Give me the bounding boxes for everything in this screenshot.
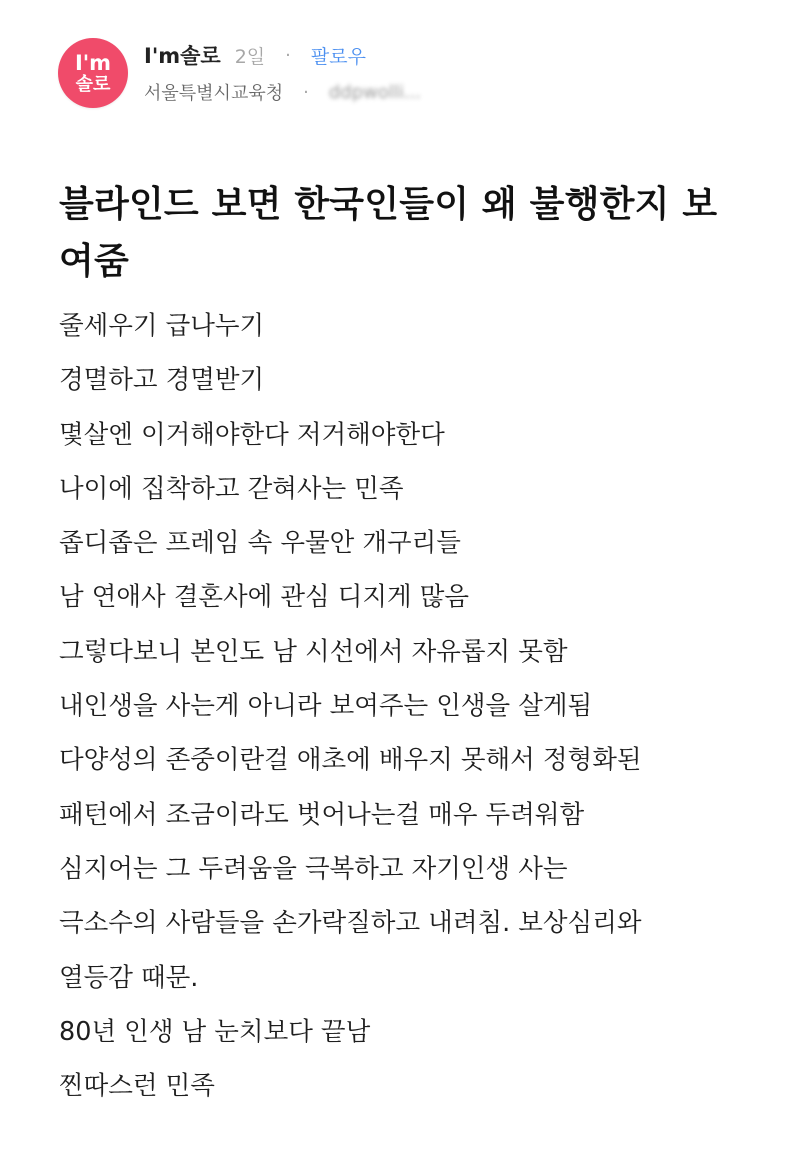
body-line: 다양성의 존중이란걸 애초에 배우지 못해서 정형화된 [59, 745, 642, 776]
meta-separator-dot: · [285, 44, 291, 66]
post-body [59, 306, 749, 1120]
author-row [58, 38, 758, 108]
body-line: 그렇다보니 본인도 남 시선에서 자유롭지 못함 [59, 636, 568, 667]
avatar-text-line1: I'm [74, 50, 112, 75]
body-line: 줄세우기 급나누기 [59, 311, 265, 341]
author-meta-top [144, 41, 366, 69]
body-line: 극소수의 사람들을 손가락질하고 내려침. 보상심리와 [59, 908, 642, 939]
affiliation-separator-dot: · [303, 81, 309, 103]
body-line: 열등감 때문. [59, 962, 199, 993]
body-line: 남 연애사 결혼사에 관심 디지게 많음 [59, 582, 470, 613]
body-line: 80년 인생 남 눈치보다 끝남 [59, 1016, 371, 1047]
body-line: 나이에 집착하고 갇혀사는 민족 [59, 473, 404, 504]
body-line: 패턴에서 조금이라도 벗어나는걸 매우 두려워함 [59, 799, 585, 830]
author-meta [144, 38, 744, 108]
author-meta-bottom [144, 80, 421, 104]
post-time: 2일 [234, 45, 266, 68]
avatar[interactable] [58, 38, 128, 108]
body-line: 찐따스런 민족 [59, 1071, 215, 1102]
body-line: 내인생을 사는게 아니라 보여주는 인생을 살게됨 [59, 691, 593, 722]
body-line: 좁디좁은 프레임 속 우물안 개구리들 [59, 528, 461, 559]
author-affiliation: 서울특별시교육청 [144, 83, 284, 104]
follow-button[interactable]: 팔로우 [310, 45, 366, 68]
body-line: 몇살엔 이거해야한다 저거해야한다 [59, 419, 445, 450]
author-name[interactable]: I'm솔로 [144, 44, 221, 68]
avatar-text-line2: 솔로 [75, 73, 111, 95]
post-title: 블라인드 보면 한국인들이 왜 불행한지 보여줌 [59, 184, 718, 282]
body-line: 심지어는 그 두려움을 극복하고 자기인생 사는 [59, 853, 568, 884]
blurred-handle: ddpwolli... [328, 81, 422, 103]
body-line: 경멸하고 경멸받기 [59, 365, 265, 396]
